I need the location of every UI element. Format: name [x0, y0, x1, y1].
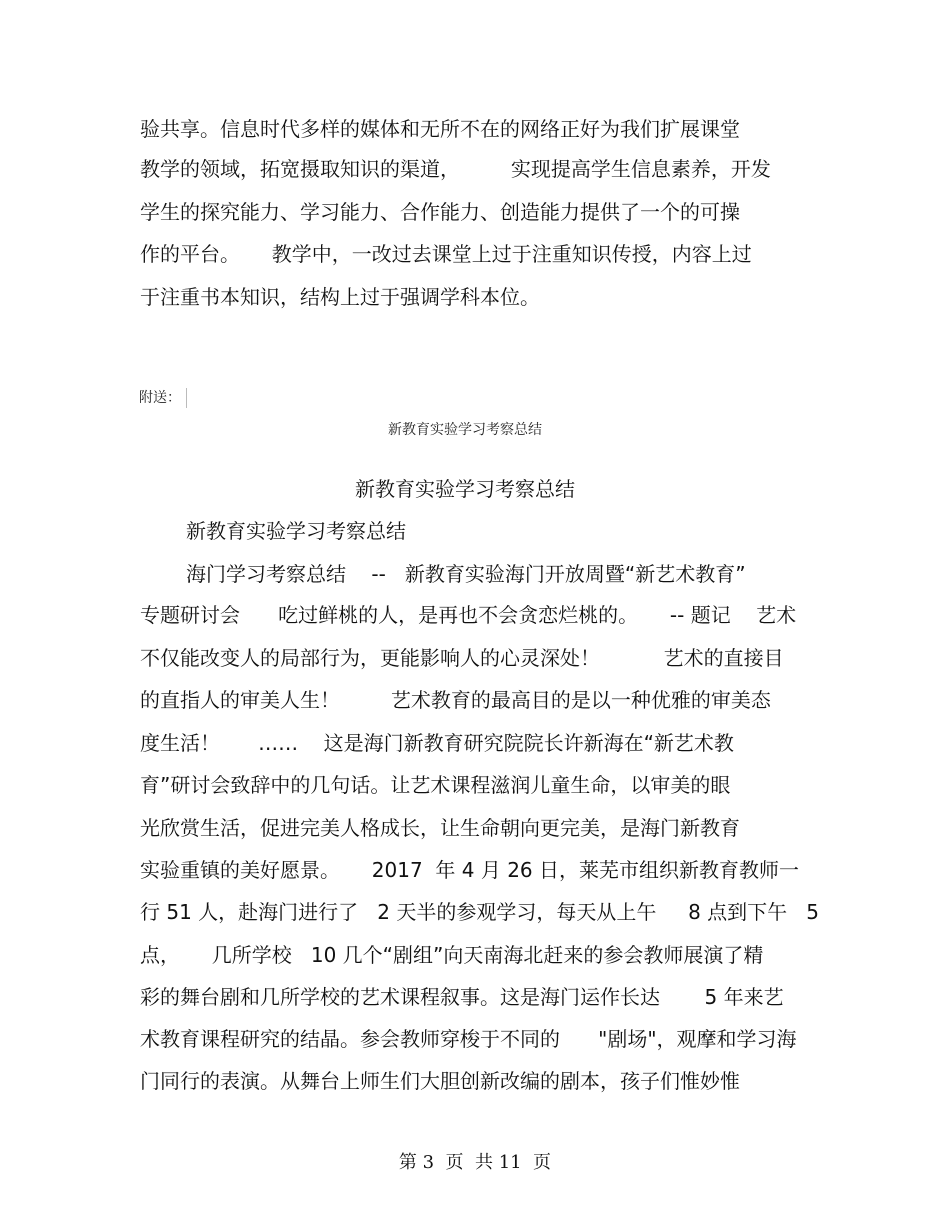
body-line: 的直指人的审美人生！ 艺术教育的最高目的是以一种优雅的审美态 [140, 688, 771, 712]
page-footer: 第 3 页 共 11 页 [398, 1152, 552, 1173]
body-line: 行 51 人，赴海门进行了 2 天半的参观学习，每天从上午 8 点到下午 5 [140, 900, 819, 924]
subtitle-line: 新教育实验学习考察总结 [186, 519, 406, 543]
body-line: 术教育课程研究的结晶。参会教师穿梭于不同的 "剧场"，观摩和学习海 [140, 1027, 797, 1051]
paragraph-line: 学生的探究能力、学习能力、合作能力、创造能力提供了一个的可操 [140, 200, 740, 224]
appendix-label: 附送： [139, 390, 181, 406]
paragraph-line: 作的平台。 教学中，一改过去课堂上过于注重知识传授，内容上过 [140, 242, 752, 266]
body-line: 海门学习考察总结 -- 新教育实验海门开放周暨“新艺术教育” [186, 562, 746, 586]
body-line: 不仅能改变人的局部行为，更能影响人的心灵深处！ 艺术的直接目 [140, 646, 784, 670]
paragraph-line: 于注重书本知识，结构上过于强调学科本位。 [140, 285, 540, 309]
page-title: 新教育实验学习考察总结 [355, 477, 575, 501]
body-line: 育”研讨会致辞中的几句话。让艺术课程滋润儿童生命，以审美的眼 [140, 773, 731, 797]
paragraph-line: 验共享。信息时代多样的媒体和无所不在的网络正好为我们扩展课堂 [140, 117, 740, 141]
body-line: 度生活！ …… 这是海门新教育研究院院长许新海在“新艺术教 [140, 731, 734, 755]
paragraph-line: 教学的领域，拓宽摄取知识的渠道， 实现提高学生信息素养，开发 [140, 157, 771, 181]
body-line: 彩的舞台剧和几所学校的艺术课程叙事。这是海门运作长达 5 年来艺 [140, 985, 784, 1009]
small-title: 新教育实验学习考察总结 [388, 422, 542, 438]
body-line: 实验重镇的美好愿景。 2017 年 4 月 26 日，莱芜市组织新教育教师一 [140, 858, 800, 882]
divider [186, 388, 187, 408]
body-line: 专题研讨会 吃过鲜桃的人，是再也不会贪恋烂桃的。 -- 题记 艺术 [140, 603, 797, 627]
body-line: 点， 几所学校 10 几个“剧组”向天南海北赶来的参会教师展演了精 [140, 943, 764, 967]
body-line: 光欣赏生活，促进完美人格成长，让生命朝向更完美，是海门新教育 [140, 816, 740, 840]
body-line: 门同行的表演。从舞台上师生们大胆创新改编的剧本，孩子们惟妙惟 [140, 1069, 740, 1093]
